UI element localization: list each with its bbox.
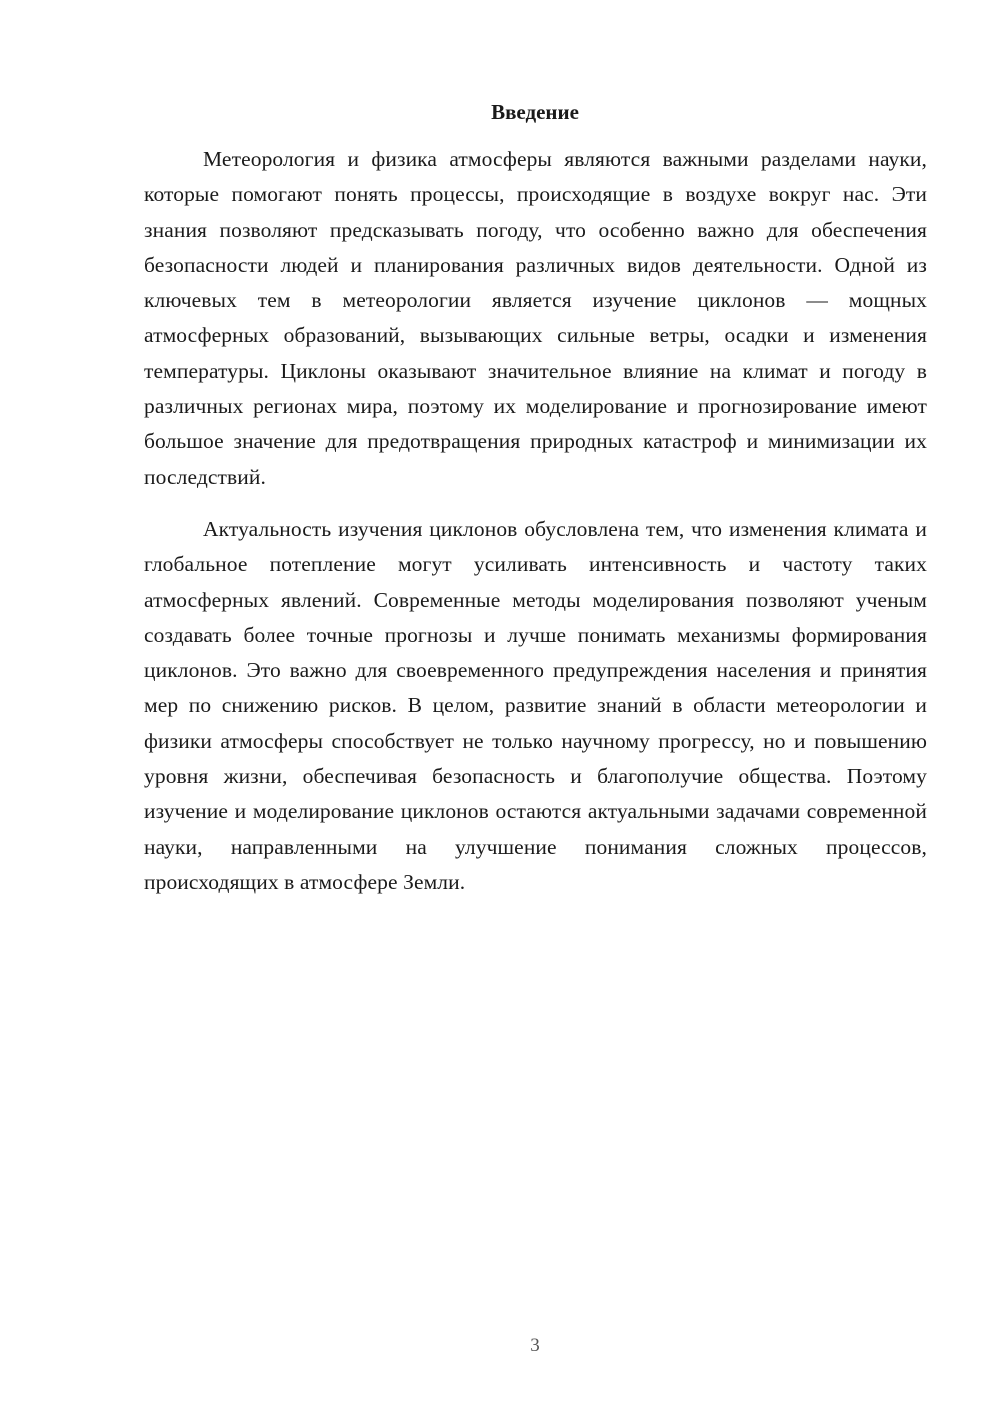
body-text [144,142,927,900]
section-heading: Введение [491,100,579,124]
paragraph-1: Метеорология и физика атмосферы являются важными разделами науки, которые помогают понять процессы, происходящие в воздухе вокруг нас. Эти знания позволяют предсказывать погоду, что особенно важно для обеспечения безопасности людей и планирования различных видов деятельности. Одной из ключевых тем в метеорологии является изучение циклонов — мощных атмосферных образований, вызывающих сильные ветры, осадки и изменения температуры. Циклоны оказывают значительное влияние на климат и погоду в различных регионах мира, поэтому их моделирование и прогнозирование имеют большое значение для предотвращения природных катастроф и минимизации их последствий. [144,147,927,489]
paragraph-2: Актуальность изучения циклонов обусловлена тем, что изменения климата и глобальное потепление могут усиливать интенсивность и частоту таких атмосферных явлений. Современные методы моделирования позволяют ученым создавать более точные прогнозы и лучше понимать механизмы формирования циклонов. Это важно для своевременного предупреждения населения и принятия мер по снижению рисков. В целом, развитие знаний в области метеорологии и физики атмосферы способствует не только научному прогрессу, но и повышению уровня жизни, обеспечивая безопасность и благополучие общества. Поэтому изучение и моделирование циклонов остаются актуальными задачами современной науки, направленными на улучшение понимания сложных процессов, происходящих в атмосфере Земли. [144,516,927,894]
page-number: 3 [530,1335,540,1356]
